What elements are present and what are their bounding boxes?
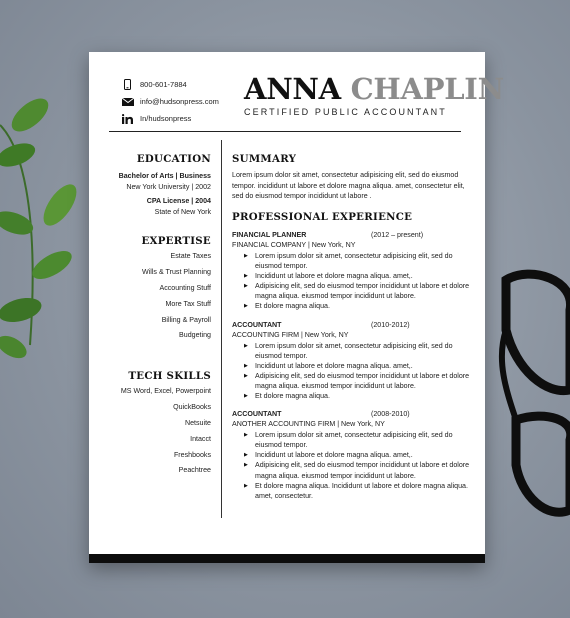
plant-leaves-decor: [0, 85, 95, 365]
education-license-place: State of New York: [154, 207, 211, 216]
job-bullet: ▶ Adipisicing elit, sed do eiusmod tempor incididunt ut labore et dolore magna aliqua. eiusmod tempor incididunt ut labore.: [255, 371, 472, 391]
contact-linkedin: In/hudsonpress: [140, 114, 192, 123]
job-title-text: FINANCIAL PLANNER: [232, 231, 307, 239]
job-bullets: [232, 430, 472, 501]
expertise-item: Billing & Payroll: [161, 315, 211, 324]
mail-icon: [121, 98, 134, 106]
education-license: CPA License | 2004: [146, 197, 211, 205]
education-section: [89, 153, 211, 217]
job-entry: [232, 320, 472, 402]
tech-skills-section: [89, 370, 211, 482]
header-divider: [109, 131, 461, 132]
summary-section: [232, 153, 472, 202]
job-bullet: ▶ Incididunt ut labore et dolore magna aliqua. amet,.: [255, 271, 472, 281]
contact-email: info@hudsonpress.com: [140, 97, 219, 106]
job-bullets: [232, 341, 472, 402]
tech-skill-item: QuickBooks: [173, 402, 211, 411]
job-bullet: ▶ Lorem ipsum dolor sit amet, consectetur adipisicing elit, sed do eiusmod tempor.: [255, 430, 472, 450]
resume-page: [89, 52, 504, 563]
job-entry: [232, 230, 472, 312]
job-dates: (2012 – present): [371, 231, 424, 239]
experience-heading: PROFESSIONAL EXPERIENCE: [232, 211, 413, 223]
linkedin-icon: [121, 114, 134, 124]
job-dates: (2008-2010): [371, 410, 410, 419]
job-company: ACCOUNTING FIRM | New York, NY: [232, 330, 349, 339]
job-bullet: ▶ Et dolore magna aliqua.: [255, 391, 472, 401]
job-bullet: ▶ Incididunt ut labore et dolore magna aliqua. amet,.: [255, 450, 472, 460]
job-company: FINANCIAL COMPANY | New York, NY: [232, 241, 356, 249]
job-entry: [232, 409, 472, 501]
tech-skill-item: Intacct: [190, 434, 211, 443]
phone-icon: [121, 79, 134, 90]
job-bullet: ▶ Lorem ipsum dolor sit amet, consectetur adipisicing elit, sed do eiusmod tempor.: [255, 251, 472, 271]
job-title-text: ACCOUNTANT: [232, 320, 282, 329]
job-bullet: ▶ Adipisicing elit, sed do eiusmod tempor incididunt ut labore et dolore magna aliqua. eiusmod tempor incididunt ut labore.: [255, 460, 472, 480]
tech-skill-item: Netsuite: [184, 418, 211, 427]
job-bullets: [232, 251, 472, 312]
summary-heading: SUMMARY: [232, 153, 297, 165]
job-bullet: ▶ Incididunt ut labore et dolore magna aliqua. amet,.: [255, 361, 472, 371]
education-heading: EDUCATION: [136, 153, 211, 165]
column-divider: [221, 140, 222, 518]
tech-skill-item: MS Word, Excel, Powerpoint: [120, 387, 211, 395]
job-bullet: ▶ Adipisicing elit, sed do eiusmod tempor incididunt ut labore et dolore magna aliqua. eiusmod tempor incididunt ut labore.: [255, 281, 472, 301]
expertise-item: Estate Taxes: [170, 252, 211, 260]
job-title-text: ACCOUNTANT: [232, 410, 282, 419]
job-title: CERTIFIED PUBLIC ACCOUNTANT: [244, 107, 447, 117]
expertise-item: Budgeting: [179, 331, 211, 340]
eyeglasses-decor: [486, 270, 570, 520]
tech-skill-item: Freshbooks: [173, 450, 211, 459]
experience-section: [232, 211, 472, 501]
contact-phone-row: [121, 76, 219, 93]
job-dates: (2010-2012): [371, 320, 410, 329]
expertise-item: Wills & Trust Planning: [142, 267, 211, 276]
contact-email-row: [121, 93, 219, 110]
name-last: CHAPLIN: [350, 72, 504, 106]
expertise-heading: EXPERTISE: [141, 235, 211, 247]
candidate-name: [244, 72, 504, 106]
name-first: ANNA: [244, 72, 341, 106]
education-school: New York University | 2002: [126, 182, 211, 191]
job-bullet: ▶ Lorem ipsum dolor sit amet, consectetur adipisicing elit, sed do eiusmod tempor.: [255, 341, 472, 361]
contact-block: [121, 76, 219, 127]
job-bullet: ▶ Et dolore magna aliqua. Incididunt ut labore et dolore magna aliqua. amet, consectetur.: [255, 481, 472, 501]
expertise-item: Accounting Stuff: [159, 283, 211, 292]
education-degree: Bachelor of Arts | Business: [118, 172, 211, 180]
expertise-section: [89, 235, 211, 347]
summary-text: Lorem ipsum dolor sit amet, consectetur adipisicing elit, sed do eiusmod tempor. incididunt ut labore et dolore magna aliqua. amet, consectetur elit, sed do eiusmod tempor incididunt ut labore .: [232, 171, 465, 200]
tech-skill-item: Peachtree: [178, 466, 211, 475]
job-company: ANOTHER ACCOUNTING FIRM | New York, NY: [232, 420, 385, 429]
tech-skills-heading: TECH SKILLS: [128, 370, 211, 382]
expertise-item: More Tax Stuff: [165, 299, 211, 308]
page-bottom-bar: [89, 554, 485, 563]
job-bullet: ▶ Et dolore magna aliqua.: [255, 301, 472, 311]
contact-phone: 800-601-7884: [140, 80, 187, 89]
contact-linkedin-row: [121, 110, 219, 127]
